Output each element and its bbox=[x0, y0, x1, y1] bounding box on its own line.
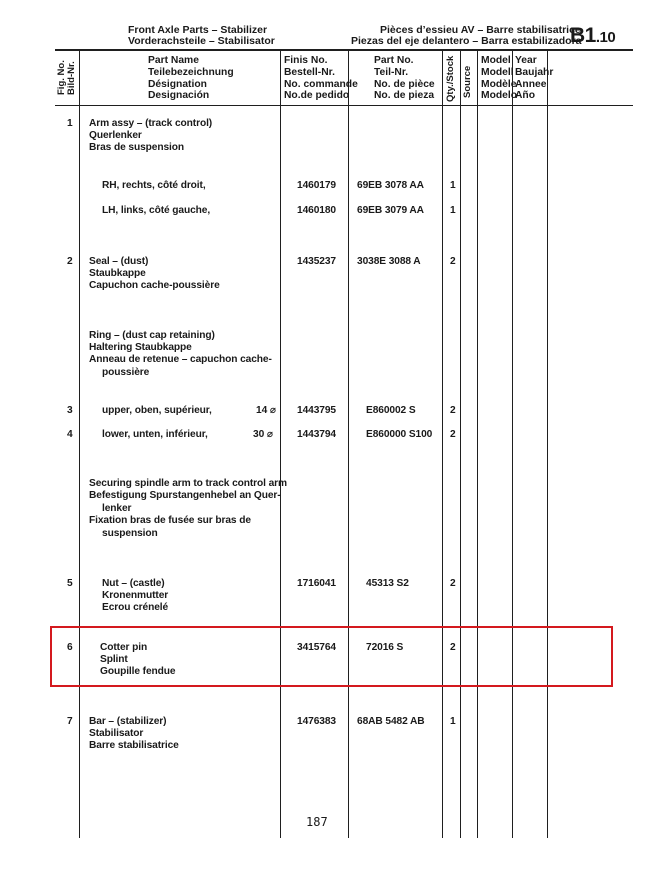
col-header-bild-nr: Bild-Nr. bbox=[66, 61, 77, 95]
securing-name-de: Befestigung Spurstangenhebel an Quer- bbox=[89, 490, 281, 501]
row4-finis: 1443794 bbox=[297, 429, 336, 440]
model-es: Modelo bbox=[481, 90, 518, 102]
page-id bbox=[570, 24, 615, 48]
part-no-es: No. de pieza bbox=[374, 90, 435, 102]
row7-name-en: Bar – (stabilizer) bbox=[89, 716, 167, 727]
row6-part: 72016 S bbox=[366, 642, 404, 653]
row2-name-de: Staubkappe bbox=[89, 268, 146, 279]
col-divider-year bbox=[547, 49, 548, 838]
row1a-qty: 1 bbox=[450, 180, 456, 191]
row3-qty: 2 bbox=[450, 405, 456, 416]
title-spanish-right: Piezas del eje delantero – Barra estabilizadora bbox=[351, 35, 582, 47]
part-name-en: Part Name bbox=[148, 55, 199, 66]
row6-highlight-box bbox=[50, 626, 613, 687]
row4-part: E860000 S100 bbox=[366, 429, 433, 440]
row3-part: E860002 S bbox=[366, 405, 416, 416]
row6-name-fr: Goupille fendue bbox=[100, 666, 176, 677]
model-fr: Modèle bbox=[481, 78, 517, 90]
ring-name-de: Haltering Staubkappe bbox=[89, 342, 192, 353]
page-number: 187 bbox=[306, 815, 328, 829]
part-no-en: Part No. bbox=[374, 55, 414, 66]
col-divider-qty bbox=[460, 49, 461, 838]
col-header-qty: Qty./Stock bbox=[445, 55, 456, 102]
row2-name-fr: Capuchon cache-poussière bbox=[89, 280, 220, 291]
row1b-qty: 1 bbox=[450, 205, 456, 216]
finis-no-en: Finis No. bbox=[284, 55, 328, 66]
col-divider-finis bbox=[348, 49, 349, 838]
row5-name-de: Kronenmutter bbox=[102, 590, 169, 601]
col-divider-name bbox=[280, 49, 281, 838]
finis-no-fr: No. commande bbox=[284, 78, 358, 90]
row1a-finis: 1460179 bbox=[297, 180, 336, 191]
row7-name-fr: Barre stabilisatrice bbox=[89, 740, 179, 751]
row5-name-fr: Ecrou crénelé bbox=[102, 602, 169, 613]
row4-fig: 4 bbox=[67, 429, 73, 440]
part-name-de: Teilebezeichnung bbox=[148, 66, 234, 78]
col-divider-part bbox=[442, 49, 443, 838]
row1-name-de: Querlenker bbox=[89, 130, 142, 141]
page-id-main: B1 bbox=[570, 24, 596, 47]
model-en: Model bbox=[481, 55, 511, 66]
row3-name: upper, oben, supérieur, bbox=[102, 405, 212, 416]
year-en: Year bbox=[515, 55, 537, 66]
title-german-left: Vorderachsteile – Stabilisator bbox=[128, 35, 275, 47]
title-english-left: Front Axle Parts – Stabilizer bbox=[128, 24, 268, 36]
row1-name-fr: Bras de suspension bbox=[89, 142, 185, 153]
ring-name-fr-cont: poussière bbox=[102, 367, 150, 378]
row4-name: lower, unten, inférieur, bbox=[102, 429, 208, 440]
row5-fig: 5 bbox=[67, 578, 73, 589]
securing-name-fr: Fixation bras de fusée sur bras de bbox=[89, 515, 251, 526]
row6-finis: 3415764 bbox=[297, 642, 336, 653]
row6-qty: 2 bbox=[450, 642, 456, 653]
ring-name-en: Ring – (dust cap retaining) bbox=[89, 330, 215, 341]
row7-part: 68AB 5482 AB bbox=[357, 716, 425, 727]
row3-fig: 3 bbox=[67, 405, 73, 416]
col-divider-fig bbox=[79, 49, 80, 838]
col-divider-model bbox=[512, 49, 513, 838]
row1a-name: RH, rechts, côté droit, bbox=[102, 180, 206, 191]
row6-name-de: Splint bbox=[100, 654, 128, 665]
row2-qty: 2 bbox=[450, 256, 456, 267]
row3-size: 14 ⌀ bbox=[256, 405, 276, 416]
row6-fig: 6 bbox=[67, 642, 73, 653]
page-id-sub: .10 bbox=[595, 29, 616, 46]
col-header-fig-no: Fig. No. bbox=[56, 60, 67, 95]
row7-name-de: Stabilisator bbox=[89, 728, 144, 739]
row1-name-en: Arm assy – (track control) bbox=[89, 118, 213, 129]
part-name-es: Designación bbox=[148, 90, 210, 102]
row1b-part: 69EB 3079 AA bbox=[357, 205, 424, 216]
securing-name-de-cont: lenker bbox=[102, 503, 132, 514]
title-french-right: Pièces d’essieu AV – Barre stabilisatrice bbox=[380, 24, 581, 36]
part-no-de: Teil-Nr. bbox=[374, 66, 409, 78]
row2-name-en: Seal – (dust) bbox=[89, 256, 149, 267]
row5-qty: 2 bbox=[450, 578, 456, 589]
row5-finis: 1716041 bbox=[297, 578, 336, 589]
finis-no-de: Bestell-Nr. bbox=[284, 66, 335, 78]
row2-finis: 1435237 bbox=[297, 256, 336, 267]
row5-name-en: Nut – (castle) bbox=[102, 578, 165, 589]
col-header-part-no bbox=[374, 55, 435, 102]
row7-finis: 1476383 bbox=[297, 716, 336, 727]
part-no-fr: No. de pièce bbox=[374, 78, 435, 90]
row1b-finis: 1460180 bbox=[297, 205, 336, 216]
col-header-finis-no bbox=[284, 55, 358, 102]
row5-part: 45313 S2 bbox=[366, 578, 409, 589]
finis-no-es: No.de pedido bbox=[284, 90, 350, 102]
col-header-part-name bbox=[148, 55, 234, 102]
part-name-fr: Désignation bbox=[148, 78, 207, 90]
ring-name-fr: Anneau de retenue – capuchon cache- bbox=[89, 354, 272, 365]
row1b-name: LH, links, côté gauche, bbox=[102, 205, 211, 216]
col-header-source: Source bbox=[462, 65, 473, 98]
row1-fig: 1 bbox=[67, 118, 73, 129]
row7-fig: 7 bbox=[67, 716, 73, 727]
row2-part: 3038E 3088 A bbox=[357, 256, 421, 267]
col-divider-source bbox=[477, 49, 478, 838]
row1a-part: 69EB 3078 AA bbox=[357, 180, 424, 191]
row3-finis: 1443795 bbox=[297, 405, 336, 416]
row2-fig: 2 bbox=[67, 256, 73, 267]
row4-qty: 2 bbox=[450, 429, 456, 440]
model-de: Modell bbox=[481, 66, 514, 78]
row7-qty: 1 bbox=[450, 716, 456, 727]
row6-name-en: Cotter pin bbox=[100, 642, 148, 653]
col-header-year bbox=[515, 55, 553, 102]
year-de: Baujahr bbox=[515, 66, 554, 78]
securing-name-fr-cont: suspension bbox=[102, 528, 158, 539]
col-header-model bbox=[481, 55, 517, 102]
securing-name-en: Securing spindle arm to track control arm bbox=[89, 478, 288, 489]
year-es: Año bbox=[515, 90, 536, 102]
row4-size: 30 ⌀ bbox=[253, 429, 273, 440]
year-fr: Annee bbox=[515, 78, 547, 90]
